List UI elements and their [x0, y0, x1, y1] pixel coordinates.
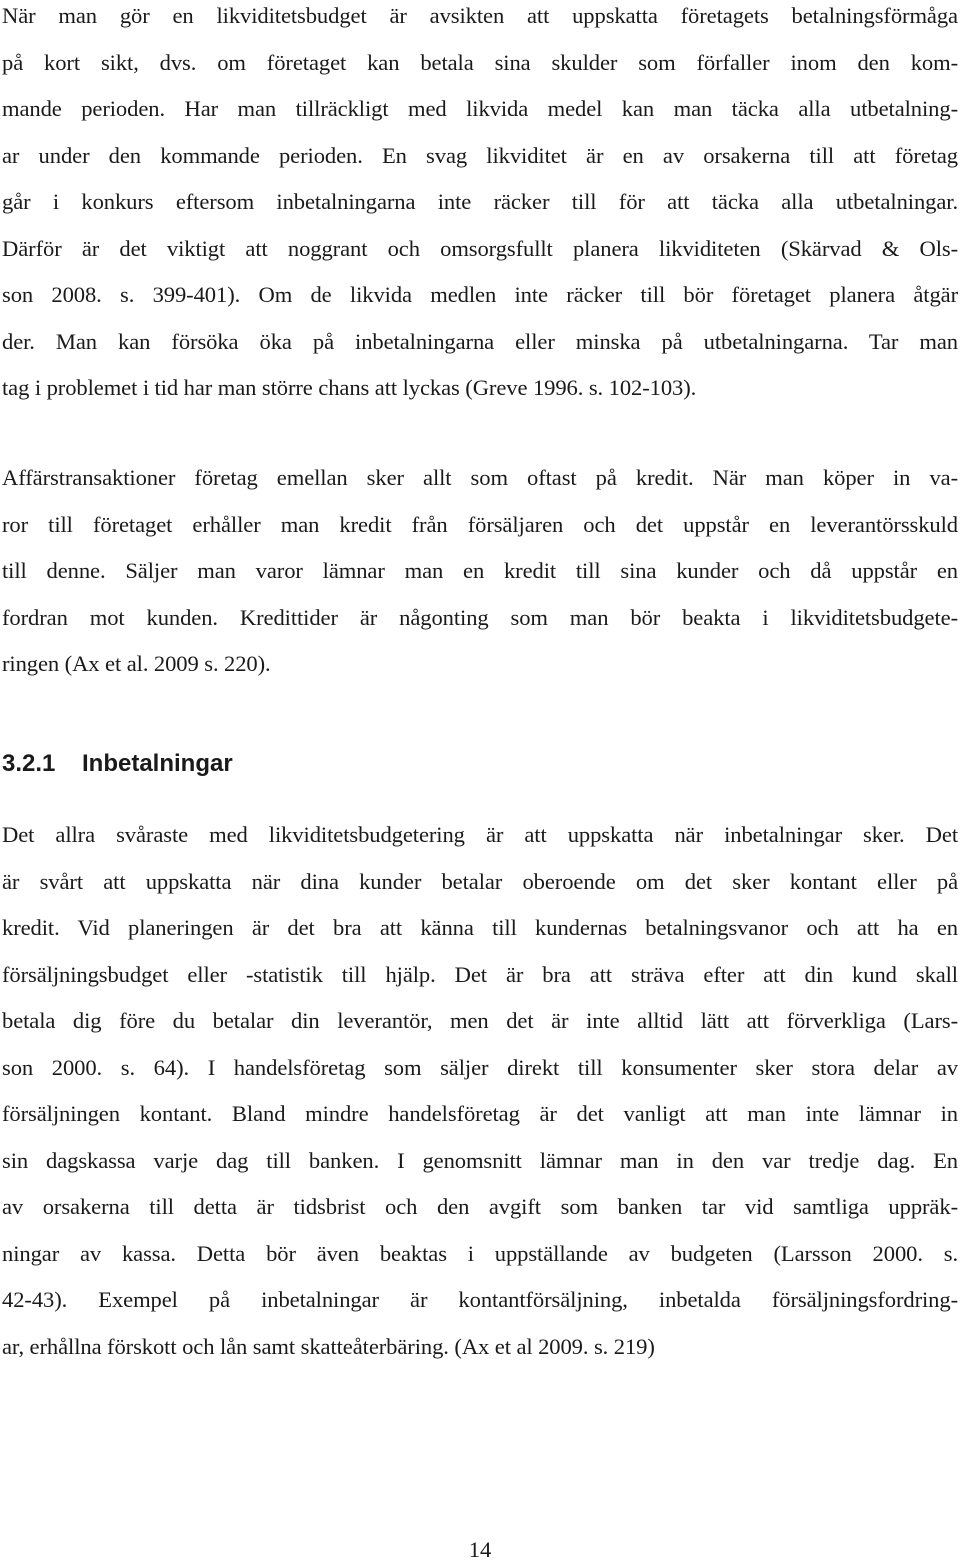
text-line: När man gör en likviditetsbudget är avsikten att uppskatta företagets betalningsförmåga [2, 3, 958, 28]
text-line: Det allra svåraste med likviditetsbudgetering är att uppskatta när inbetalningar sker. Det [2, 822, 958, 847]
text-line: fordran mot kunden. Kredittider är någonting som man bör beakta i likviditetsbudgete- [2, 604, 958, 630]
paragraph-inbetalningar [2, 812, 958, 1370]
text-line: Affärstransaktioner företag emellan sker allt som oftast på kredit. När man köper in va- [2, 465, 958, 490]
page-number: 14 [468, 1537, 492, 1562]
text-line: mande perioden. Har man tillräckligt med likvida medel kan man täcka alla utbetalning- [2, 96, 958, 121]
text-line: försäljningsbudget eller -statistik till hjälp. Det är bra att sträva efter att din kund skall [2, 961, 958, 987]
text-line: Därför är det viktigt att noggrant och omsorgsfullt planera likviditeten (Skärvad & Ols- [2, 235, 958, 261]
text-line: 42-43). Exempel på inbetalningar är kontantförsäljning, inbetalda försäljningsfordring- [2, 1287, 958, 1312]
section-heading [2, 746, 233, 782]
text-line: ror till företaget erhåller man kredit från försäljaren och det uppstår en leverantörsskuld [2, 511, 958, 537]
text-line: sin dagskassa varje dag till banken. I genomsnitt lämnar man in den var tredje dag. En [2, 1147, 958, 1173]
text-line: till denne. Säljer man varor lämnar man en kredit till sina kunder och då uppstår en [2, 558, 958, 583]
text-line: är svårt att uppskatta när dina kunder betalar oberoende om det sker kontant eller på [2, 868, 958, 894]
text-line: son 2008. s. 399-401). Om de likvida medlen inte räcker till bör företaget planera åtgär [2, 282, 958, 307]
paragraph-likviditetsbudget [2, 0, 958, 412]
paragraph-affarstransaktioner [2, 455, 958, 688]
text-line: går i konkurs eftersom inbetalningarna inte räcker till för att täcka alla utbetalningar. [2, 189, 958, 214]
section-title: Inbetalningar [82, 750, 233, 777]
text-line: försäljningen kontant. Bland mindre handelsföretag är det vanligt att man inte lämnar in [2, 1101, 958, 1126]
text-line: son 2000. s. 64). I handelsföretag som säljer direkt till konsumenter sker stora delar av [2, 1054, 958, 1080]
text-line: ar, erhållna förskott och lån samt skatteåterbäring. (Ax et al 2009. s. 219) [2, 1333, 655, 1359]
text-line: av orsakerna till detta är tidsbrist och den avgift som banken tar vid samtliga uppräk- [2, 1194, 958, 1219]
text-line: kredit. Vid planeringen är det bra att känna till kundernas betalningsvanor och att ha en [2, 915, 958, 940]
text-line: tag i problemet i tid har man större chans att lyckas (Greve 1996. s. 102-103). [2, 375, 697, 400]
text-line: betala dig före du betalar din leverantör, men det är inte alltid lätt att förverkliga (Lars- [2, 1008, 958, 1033]
text-line: der. Man kan försöka öka på inbetalningarna eller minska på utbetalningarna. Tar man [2, 328, 958, 354]
text-line: ningar av kassa. Detta bör även beaktas i uppställande av budgeten (Larsson 2000. s. [2, 1240, 958, 1266]
text-line: på kort sikt, dvs. om företaget kan betala sina skulder som förfaller inom den kom- [2, 49, 958, 75]
text-line: ar under den kommande perioden. En svag likviditet är en av orsakerna till att företag [2, 142, 958, 168]
section-number: 3.2.1 [2, 750, 56, 777]
text-line: ringen (Ax et al. 2009 s. 220). [2, 651, 271, 676]
